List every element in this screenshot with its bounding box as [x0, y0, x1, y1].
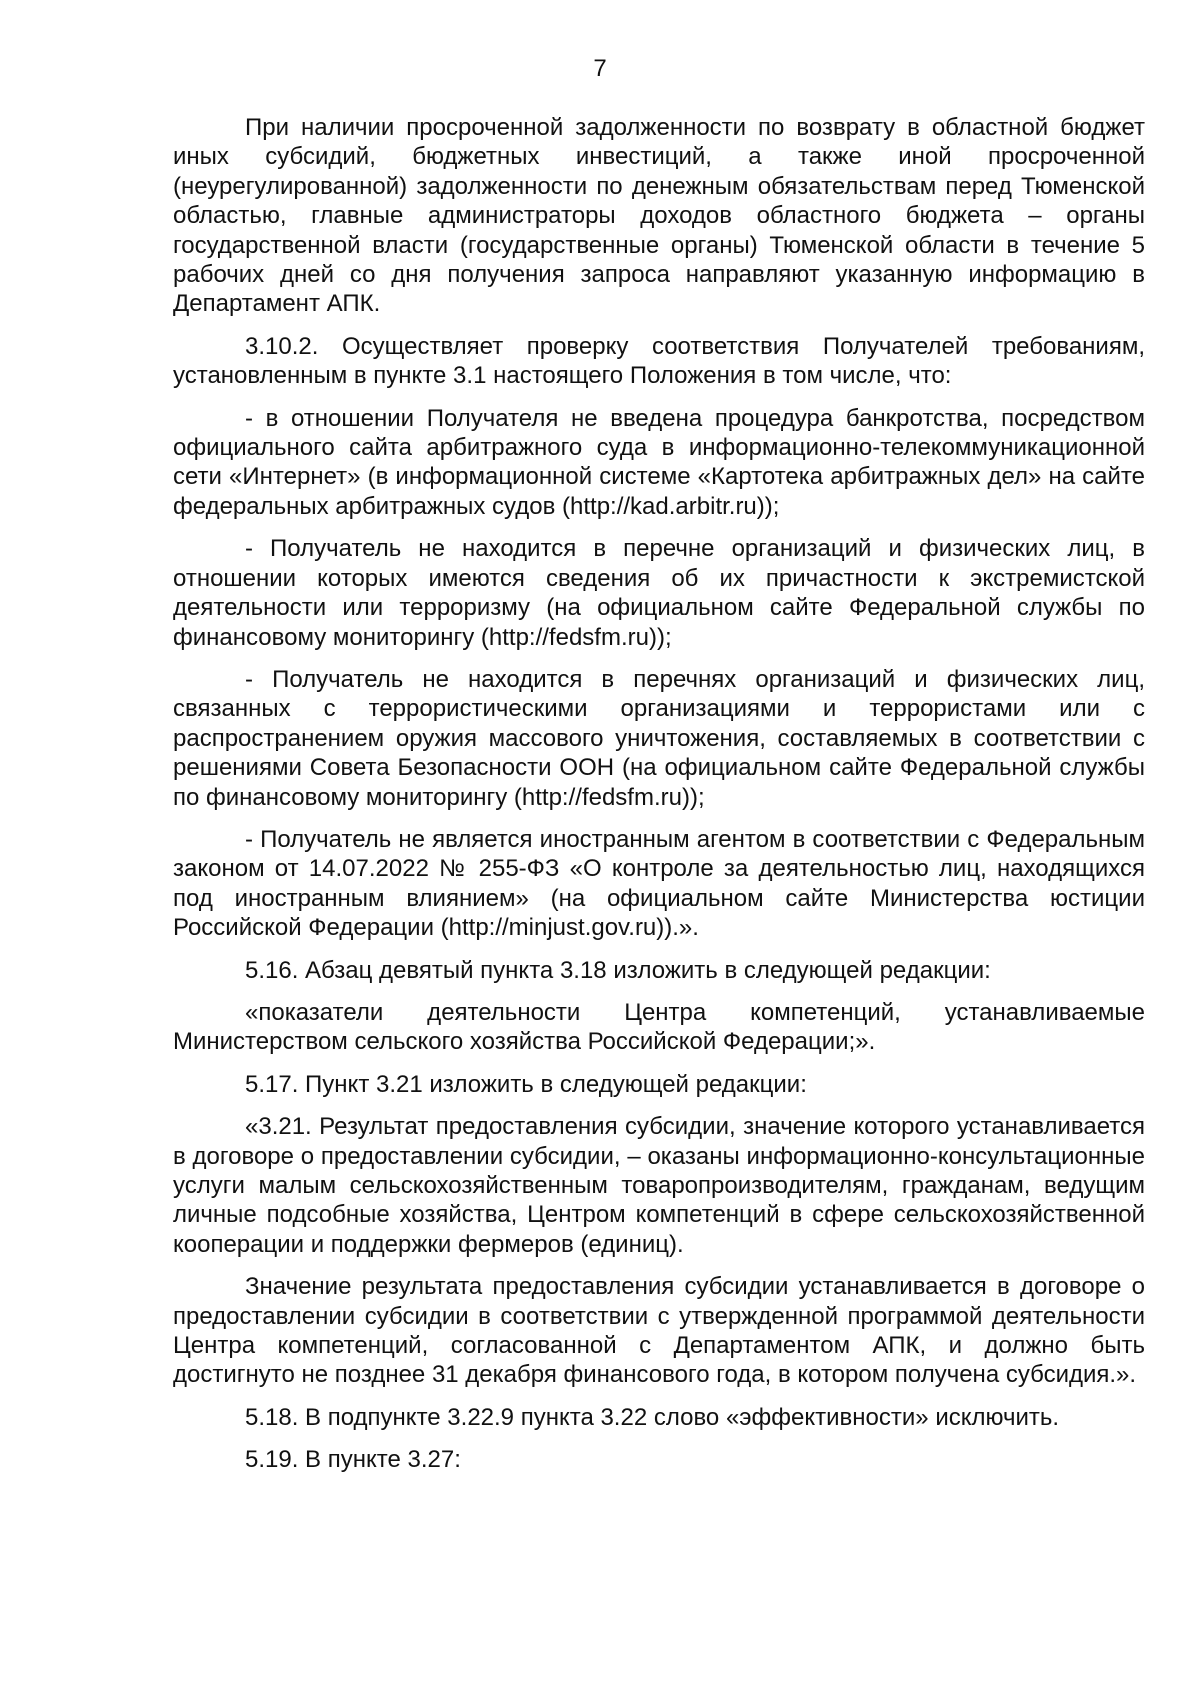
paragraph-3-10-2: 3.10.2. Осуществляет проверку соответствия Получателей требованиям, установленным в пункте 3.1 настоящего Положения в том числе, что:: [173, 332, 1145, 390]
paragraph-5-16: 5.16. Абзац девятый пункта 3.18 изложить в следующей редакции:: [245, 956, 991, 984]
paragraph-5-19: 5.19. В пункте 3.27:: [245, 1446, 461, 1474]
document-body: [173, 113, 1145, 1475]
page-number: 7: [593, 55, 607, 82]
paragraph-bankruptcy-check: - в отношении Получателя не введена процедура банкротства, посредством официального сайта арбитражного суда в информационно-телекоммуникационной сети «Интернет» (в информационной системе «Картотека арбитражных дел» на сайте федеральных арбитражных судов (http://kad.arbitr.ru));: [173, 404, 1145, 520]
paragraph-foreign-agent-check: - Получатель не является иностранным агентом в соответствии с Федеральным законом от 14.07.2022 № 255-ФЗ «О контроле за деятельностью лиц, находящихся под иностранным влиянием» (на официальном сайте Министерства юстиции Российской Федерации (http://minjust.gov.ru)).».: [173, 825, 1145, 942]
paragraph-5-18: 5.18. В подпункте 3.22.9 пункта 3.22 слово «эффективности» исключить.: [245, 1403, 1060, 1431]
paragraph-5-17: 5.17. Пункт 3.21 изложить в следующей редакции:: [245, 1070, 807, 1098]
paragraph-5-16-text: «показатели деятельности Центра компетенций, устанавливаемые Министерством сельского хозяйства Российской Федерации;».: [173, 998, 1145, 1056]
paragraph-3-21: «3.21. Результат предоставления субсидии, значение которого устанавливается в договоре о предоставлении субсидии, – оказаны информационно-консультационные услуги малым сельскохозяйственным товаропроизводителям, гражданам, ведущим личные подсобные хозяйства, Центром компетенций в сфере сельскохозяйственной кооперации и поддержки фермеров (единиц).: [173, 1113, 1145, 1258]
paragraph-terrorism-list-check: - Получатель не находится в перечнях организаций и физических лиц, связанных с террористическими организациями и террористами или с распространением оружия массового уничтожения, составляемых в соответствии с решениями Совета Безопасности ООН (на официальном сайте Федеральной службы по финансовому мониторингу (http://fedsfm.ru));: [173, 665, 1145, 811]
paragraph-extremism-check: - Получатель не находится в перечне организаций и физических лиц, в отношении которых имеются сведения об их причастности к экстремистской деятельности или терроризму (на официальном сайте Федеральной службы по финансовому мониторингу (http://fedsfm.ru));: [173, 535, 1145, 651]
paragraph-overdue-debt: При наличии просроченной задолженности по возврату в областной бюджет иных субсидий, бюджетных инвестиций, а также иной просроченной (неурегулированной) задолженности по денежным обязательствам перед Тюменской областью, главные администраторы доходов областного бюджета – органы государственной власти (государственные органы) Тюменской области в течение 5 рабочих дней со дня получения запроса направляют указанную информацию в Департамент АПК.: [173, 114, 1145, 318]
paragraph-result-value: Значение результата предоставления субсидии устанавливается в договоре о предоставлении субсидии в соответствии с утвержденной программой деятельности Центра компетенций, согласованной с Департаментом АПК, и должно быть достигнуто не позднее 31 декабря финансового года, в котором получена субсидия.».: [173, 1273, 1145, 1389]
